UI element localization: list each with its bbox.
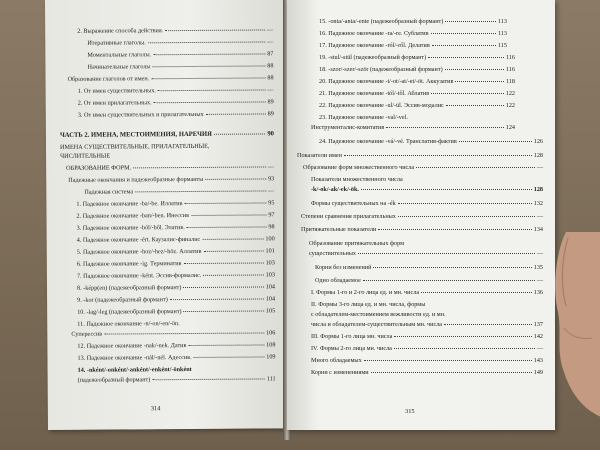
toc-entry: 12. Падежное окончание -nak/-nek. Датив 108 [77,341,276,350]
toc-entry: Притяжательные показатели 134 [301,226,543,233]
toc-entry: 4. Падежное окончание -ért. Каузалис-финалис 100 [76,235,275,244]
toc-entry: 8. -képp(en) (падежеобразный формант) 104 [76,283,276,292]
toc-entry: 3. От имен существительных и прилагательных 89 [77,110,274,119]
toc-entry: Падежная система — [84,187,275,196]
toc-entry: 14. -nként/-onként/-anként/-enként/-önként [77,365,192,374]
toc-entry: (падежеобразный формант) 111 [77,375,276,384]
toc-entry: Инструменталис-комитатив 124 [311,124,515,131]
toc-entry: ОБРАЗОВАНИЕ ФОРМ. — [66,163,275,172]
page-number: 315 [405,408,415,415]
toc-entry: IV. Формы 2-го лица мн. числа — [311,345,543,352]
toc-entry: существительных — [309,250,543,257]
toc-entry: 20. Падежное окончание -t/-ot/-at/-et/-öt. Аккузатив 118 [319,78,515,85]
toc-entry: 18. -szor/-szer/-ször (падежеобразный формант) 116 [319,66,515,73]
toc-entry: I. Формы 1-го и 2-го лица ед. и мн. числа 136 [311,289,543,296]
toc-entry: Суперессив 106 [71,329,276,338]
toc-entry: 21. Падежное окончание -tól/-től. Аблатив 122 [319,90,515,97]
toc-entry: 3. Падежное окончание -ból/-ből. Элатив. 98 [76,223,275,232]
toc-entry: Итеративные глаголы. — [87,38,274,47]
toc-entry: 15. -onta/-anta/-ente (падежеобразный формант) 113 [319,18,507,25]
toc-entry: 17. Падежное окончание -ról/-ről. Делатив 115 [319,42,507,49]
toc-entry: 19. -stul/-stül (падежеобразный формант) 116 [319,54,515,61]
toc-entry: Корни с изменениями 149 [311,369,543,376]
toc-entry: 24. Падежное окончание -vá/-vé. Транслатив-фактив 126 [319,138,543,145]
toc-entry: Степени сравнения прилагательных — [301,213,543,220]
toc-entry: III. Формы 1-го лица мн. числа 142 [311,333,543,340]
toc-entry: Образование форм множественного числа — [303,164,543,171]
toc-entry: 16. Падежное окончание -ra/-re. Сублатив 113 [319,30,507,37]
right-page [287,0,555,430]
toc-entry: 7. Падежное окончание -ként. Эссив-формалис. 103 [76,271,275,280]
toc-entry: Образование глаголов от имен. 88 [67,74,274,83]
toc-entry: 22. Падежное окончание -ul/-ül. Эссив-модалис 122 [319,102,515,109]
part-heading: ЧАСТЬ 2. ИМЕНА, МЕСТОИМЕНИЯ, НАРЕЧИЯ 90 [59,130,274,139]
toc-entry: 11. Падежное окончание -n/-on/-en/-ön. [77,320,180,328]
toc-entry: Моментальные глаголы. 87 [87,50,274,59]
toc-entry: II. Формы 3-го лица ед. и мн. числа, формы [311,301,426,308]
toc-entry: Корни без изменений 135 [315,264,543,271]
toc-entry: 23. Падежное окончание -val/-vel. [319,114,408,121]
toc-entry: 1. Падежное окончание -ba/-be. Иллатив 95 [76,199,275,208]
toc-entry: 10. -lag/-leg (падежеобразный формант) 105 [77,307,276,316]
toc-entry: Образование притяжательных форм [309,240,404,247]
toc-entry: 2. От имен прилагательных. 89 [77,98,274,107]
toc-entry: Одно обладаемое — [315,277,543,284]
hand-photo [548,232,600,422]
toc-entry: 13. Падежное окончание -nál/-nél. Адессив. 109 [77,353,276,362]
toc-entry: Показатели множественного числа [311,176,403,183]
left-page [45,0,288,430]
page-number: 314 [150,405,161,413]
toc-entry: 5. Падежное окончание -hoz/-hez/-höz. Аллатив 101 [76,247,275,256]
toc-entry: числа и обладателем-существительным мн. числа 137 [311,321,543,328]
section-title: ЧИСЛИТЕЛЬНЫЕ [60,152,111,160]
toc-entry: -k/-ok/-ak/-ek/-ök. 128 [311,186,543,193]
toc-entry: 1. От имен существительных. — [77,86,274,95]
toc-entry: Формы существительных на -ék 132 [311,200,543,207]
toc-entry: с обладателем-местоимением вежливости ед. и мн. [311,311,446,318]
section-title: ИМЕНА СУЩЕСТВИТЕЛЬНЫЕ, ПРИЛАГАТЕЛЬНЫЕ, [60,142,210,151]
toc-entry: Показатели имен 128 [297,152,543,159]
toc-entry: 2. Выражение способа действия. — [77,26,274,35]
toc-entry: Падежные окончания и падежеобразные форманты 93 [68,175,275,184]
toc-entry: Начинательные глаголы 88 [87,62,274,71]
toc-entry: 9. -kor (падежеобразный формант) 104 [77,295,276,304]
toc-entry: 2. Падежное окончание -ban/-ben. Инессив 97 [76,211,275,220]
toc-entry: 6. Падежное окончание -ig. Терминатив 103 [76,259,275,268]
toc-entry: Много обладаемых 143 [311,357,543,364]
